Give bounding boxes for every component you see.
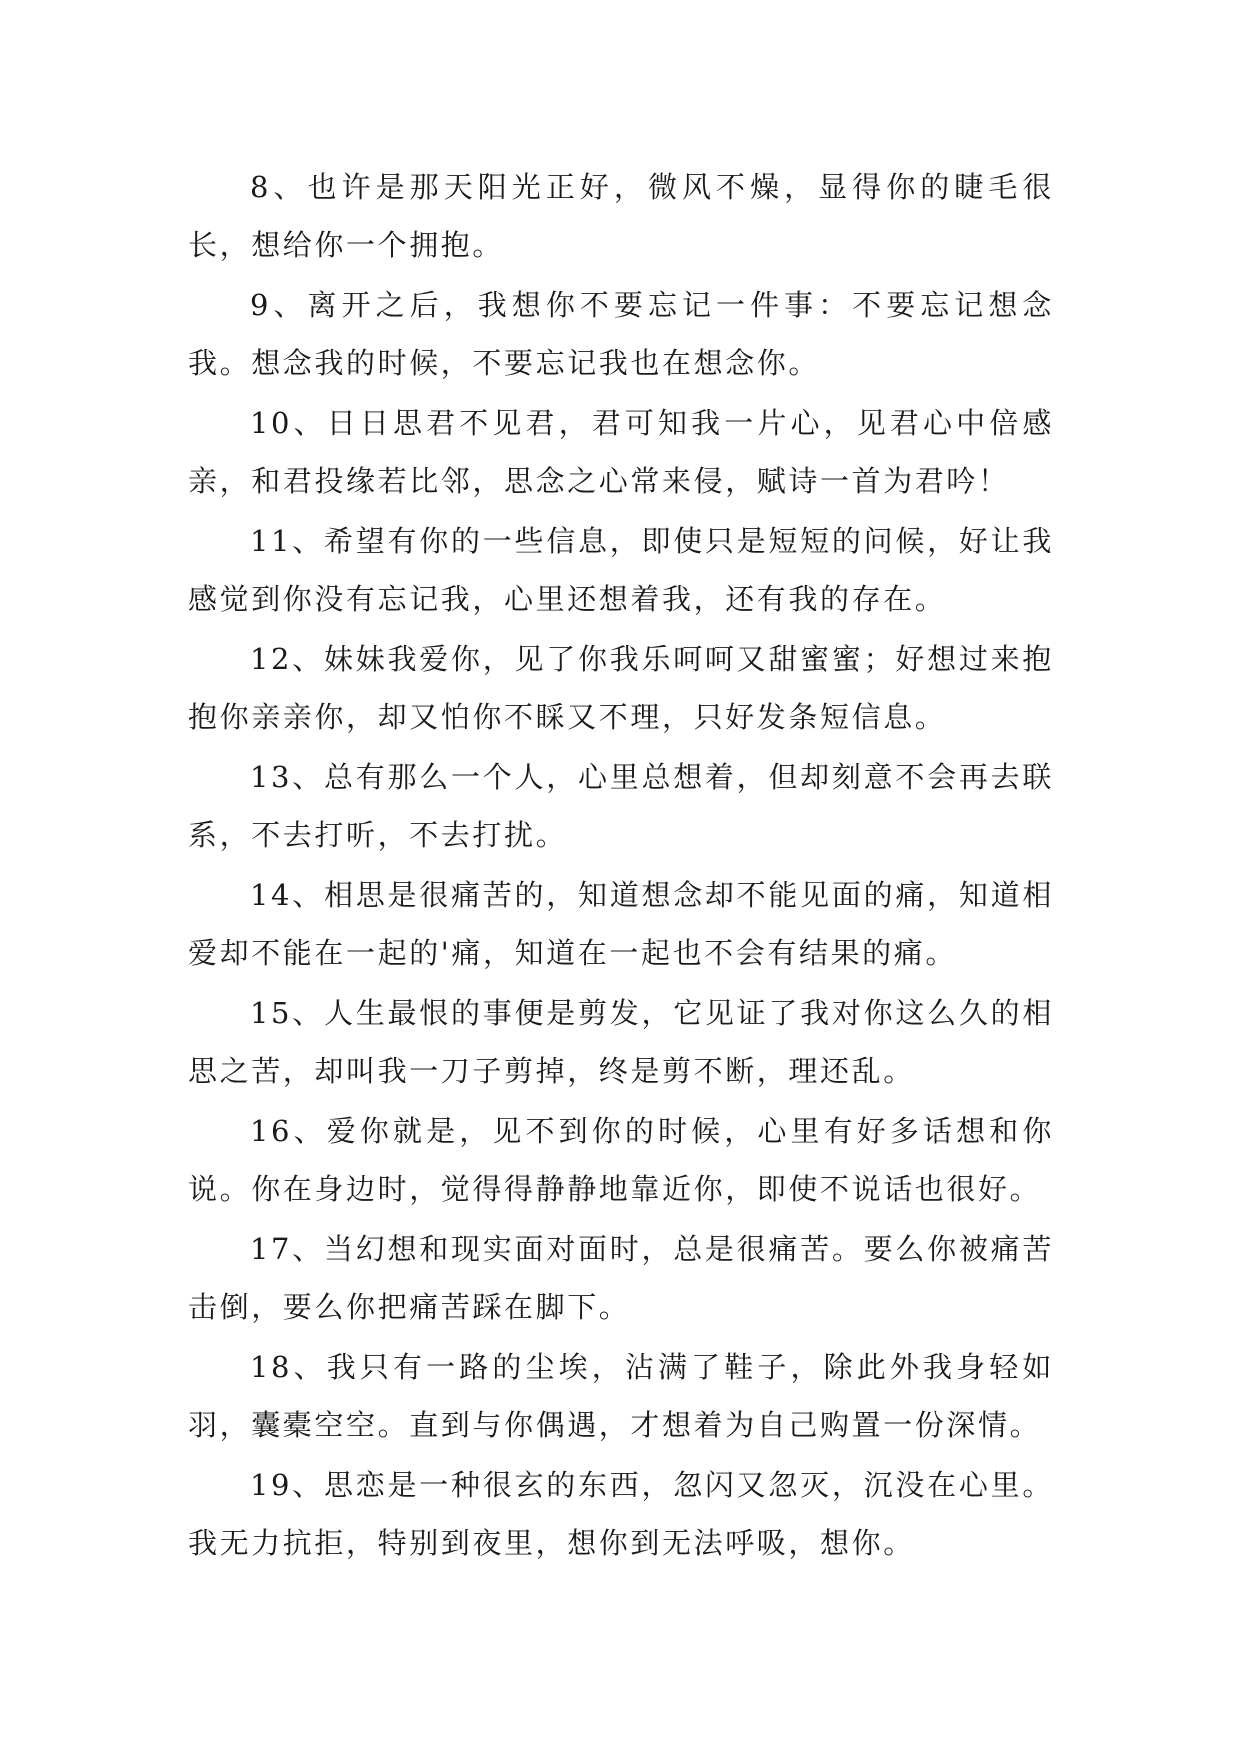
paragraph-8: 8、也许是那天阳光正好，微风不燥，显得你的睫毛很长，想给你一个拥抱。	[188, 170, 1054, 262]
paragraph-19: 19、思恋是一种很玄的东西，忽闪又忽灭，沉没在心里。我无力抗拒，特别到夜里，想你到无法呼吸，想你。	[188, 1468, 1054, 1560]
paragraph-18: 18、我只有一路的尘埃，沾满了鞋子，除此外我身轻如羽，囊橐空空。直到与你偶遇，才想着为自己购置一份深情。	[188, 1350, 1054, 1442]
document-body	[188, 158, 1054, 1574]
paragraph-10: 10、日日思君不见君，君可知我一片心，见君心中倍感亲，和君投缘若比邻，思念之心常来侵，赋诗一首为君吟！	[188, 406, 1054, 498]
paragraph-9: 9、离开之后，我想你不要忘记一件事：不要忘记想念我。想念我的时候，不要忘记我也在想念你。	[188, 288, 1054, 380]
paragraph-11: 11、希望有你的一些信息，即使只是短短的问候，好让我感觉到你没有忘记我，心里还想着我，还有我的存在。	[188, 524, 1054, 616]
paragraph-13: 13、总有那么一个人，心里总想着，但却刻意不会再去联系，不去打听，不去打扰。	[188, 760, 1054, 852]
paragraph-16: 16、爱你就是，见不到你的时候，心里有好多话想和你说。你在身边时，觉得得静静地靠近你，即使不说话也很好。	[188, 1114, 1054, 1206]
paragraph-14: 14、相思是很痛苦的，知道想念却不能见面的痛，知道相爱却不能在一起的'痛，知道在一起也不会有结果的痛。	[188, 878, 1054, 970]
paragraph-15: 15、人生最恨的事便是剪发，它见证了我对你这么久的相思之苦，却叫我一刀子剪掉，终是剪不断，理还乱。	[188, 996, 1054, 1088]
paragraph-17: 17、当幻想和现实面对面时，总是很痛苦。要么你被痛苦击倒，要么你把痛苦踩在脚下。	[188, 1232, 1054, 1324]
paragraph-12: 12、妹妹我爱你，见了你我乐呵呵又甜蜜蜜；好想过来抱抱你亲亲你，却又怕你不睬又不理，只好发条短信息。	[188, 642, 1054, 734]
